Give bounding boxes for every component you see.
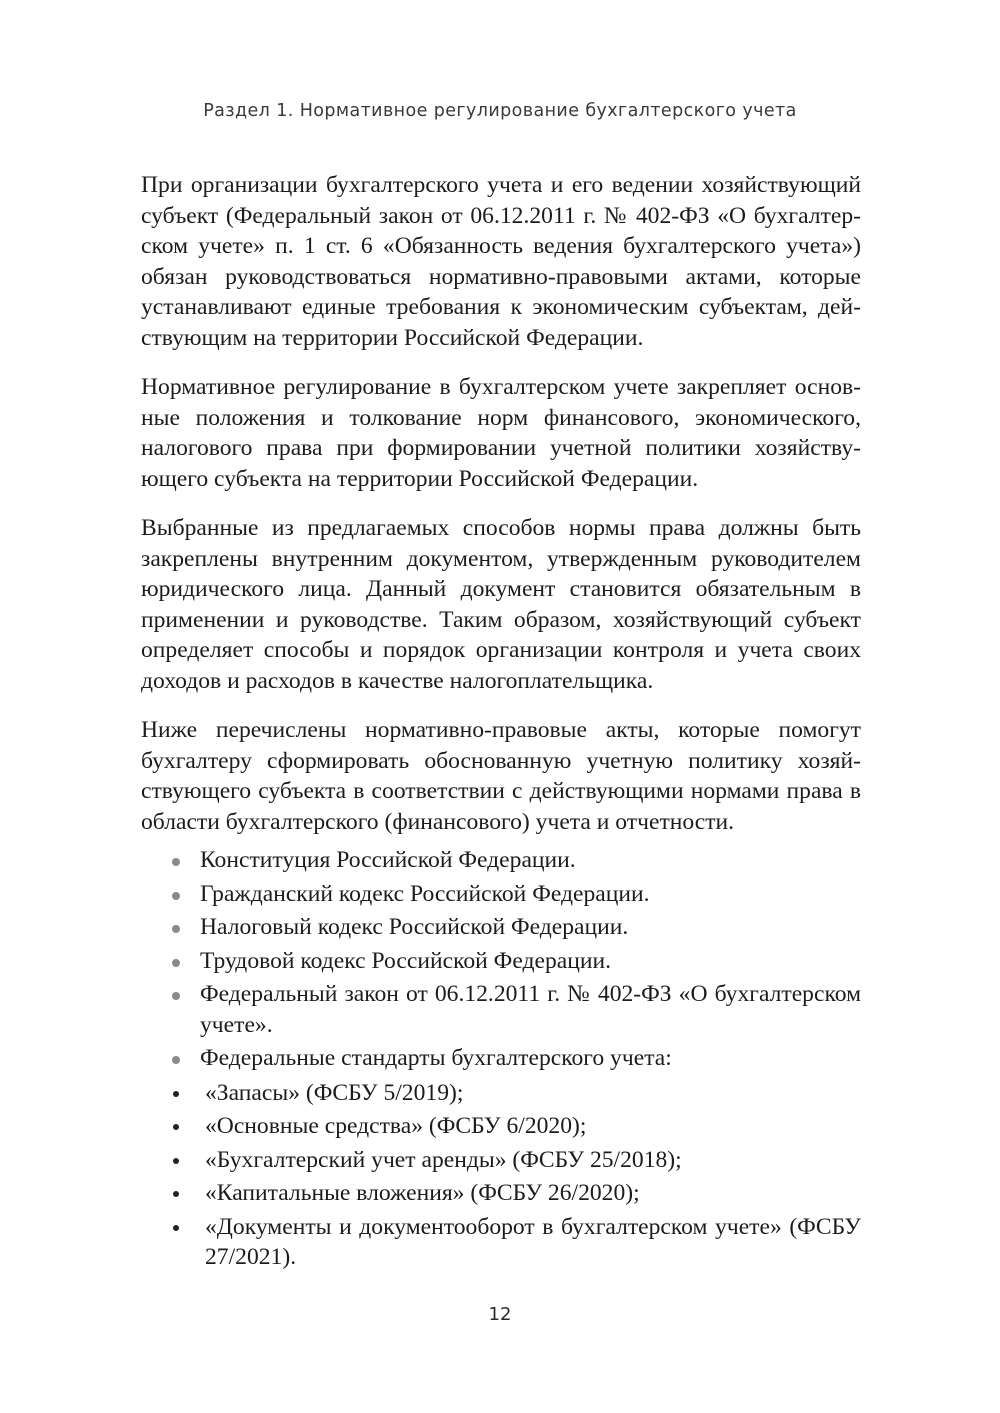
- bullet-icon: [172, 925, 180, 933]
- sublist-item: [171, 1178, 861, 1209]
- list-item: [141, 879, 861, 910]
- list-item-text: Конституция Российской Федерации.: [200, 847, 576, 873]
- bullet-icon: [173, 1158, 179, 1164]
- bullet-icon: [173, 1225, 179, 1231]
- bullet-icon: [173, 1191, 179, 1197]
- legal-acts-list: [141, 845, 861, 1273]
- paragraph: При организации бухгалтерского учета и его ведении хозяйствующий субъект (Федеральный закон от 06.12.2011 г. № 402-ФЗ «О бухгалтерском учете» п. 1 ст. 6 «Обязанность ведения бухгалтерского учета») обязан руководствоваться нормативно-правовыми актами, которые устанавливают единые требования к экономическим субъектам, действующим на территории Российской Федерации.: [141, 172, 861, 351]
- sublist-item-text: «Запасы» (ФСБУ 5/2019);: [205, 1079, 464, 1106]
- paragraph: Ниже перечислены нормативно-правовые акты, которые помогут бухгалтеру сформировать обоснованную учетную политику хозяйствующего субъекта в соответствии с действующими нормами права в области бухгалтерского (финансового) учета и отчетности.: [141, 717, 861, 835]
- paragraph: Нормативное регулирование в бухгалтерском учете закрепляет основные положения и толкование норм финансового, экономического, налогового права при формировании учетной политики хозяйствующего субъекта на территории Российской Федерации.: [141, 374, 861, 492]
- sublist-item: [171, 1145, 861, 1176]
- list-item-text: Гражданский кодекс Российской Федерации.: [200, 880, 650, 907]
- list-item-text: Трудовой кодекс Российской Федерации.: [200, 947, 612, 974]
- sublist-item-text: «Бухгалтерский учет аренды» (ФСБУ 25/2018);: [205, 1146, 682, 1173]
- standards-sublist: [141, 1078, 861, 1273]
- bullet-icon: [172, 1056, 180, 1064]
- bullet-icon: [173, 1124, 179, 1130]
- list-item-text: Налоговый кодекс Российской Федерации.: [200, 914, 629, 940]
- bullet-icon: [173, 1091, 179, 1097]
- bullet-icon: [172, 892, 180, 900]
- list-item-text: Федеральный закон от 06.12.2011 г. № 402-ФЗ «О бухгалтерском учете».: [200, 981, 861, 1038]
- list-item: [141, 912, 861, 943]
- bullet-icon: [172, 992, 180, 1000]
- paragraph: Выбранные из предлагаемых способов нормы права должны быть закреплены внутренним документом, утвержденным руководителем юридического лица. Данный документ становится обязательным в применении и руководстве. Таким образом, хозяйствующий субъект определяет способы и порядок организации контроля и учета своих доходов и расходов в качестве налогоплательщика.: [141, 515, 861, 694]
- sublist-item: [171, 1212, 861, 1273]
- sublist-item-text: «Основные средства» (ФСБУ 6/2020);: [205, 1113, 587, 1139]
- sublist-item-text: «Капитальные вложения» (ФСБУ 26/2020);: [205, 1180, 640, 1206]
- list-item: [141, 979, 861, 1040]
- sublist-item: [171, 1078, 861, 1109]
- body-text: [141, 170, 861, 1276]
- list-item-text: Федеральные стандарты бухгалтерского учета:: [200, 1045, 672, 1071]
- bullet-icon: [172, 959, 180, 967]
- bullet-icon: [172, 858, 180, 866]
- page-number: 12: [488, 1304, 512, 1325]
- sublist-item: [171, 1111, 861, 1142]
- sublist-item-text: «Документы и документооборот в бухгалтерском учете» (ФСБУ 27/2021).: [205, 1213, 861, 1270]
- running-header: Раздел 1. Нормативное регулирование бухгалтерского учета: [203, 101, 797, 121]
- list-item: [141, 1043, 861, 1273]
- list-item: [141, 845, 861, 876]
- list-item: [141, 946, 861, 977]
